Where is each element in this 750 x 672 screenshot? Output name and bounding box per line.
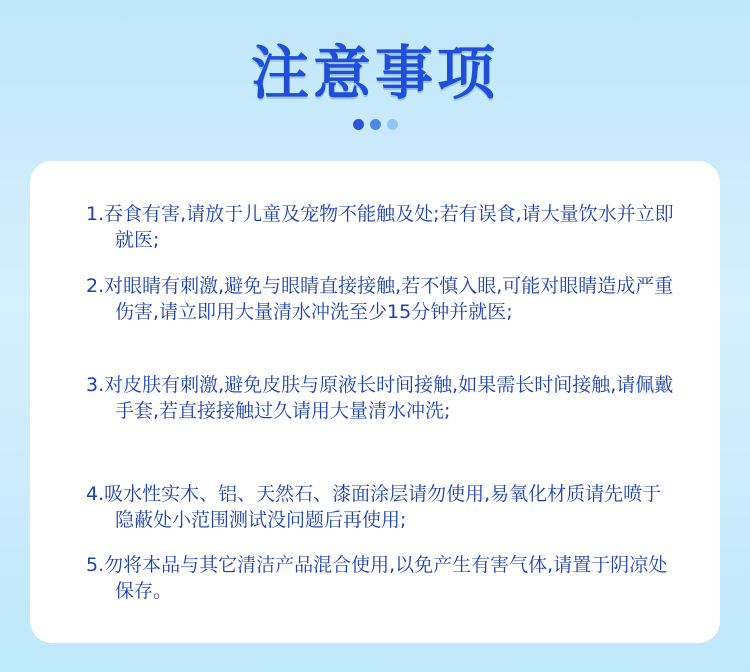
item-number: 4. <box>86 483 105 505</box>
notice-item-2 <box>86 273 675 325</box>
item-number: 5. <box>86 554 105 576</box>
item-number: 1. <box>86 203 105 225</box>
notice-item-1 <box>86 201 675 253</box>
item-number: 2. <box>86 275 105 297</box>
carousel-dots <box>0 119 750 130</box>
item-text: 对眼睛有刺激,避免与眼睛直接接触,若不慎入眼,可能对眼睛造成严重伤害,请立即用大量清水冲洗至少15分钟并就医; <box>104 275 674 323</box>
dot-3 <box>387 119 398 130</box>
item-text: 吞食有害,请放于儿童及宠物不能触及处;若有误食,请大量饮水并立即就医; <box>104 203 674 251</box>
notice-item-5 <box>86 552 675 604</box>
item-text: 对皮肤有刺激,避免皮肤与原液长时间接触,如果需长时间接触,请佩戴手套,若直接接触过久请用大量清水冲洗; <box>104 374 674 422</box>
notice-item-3 <box>86 372 675 424</box>
dot-1 <box>353 119 364 130</box>
dot-2 <box>370 119 381 130</box>
page-title: 注意事项 <box>250 39 499 107</box>
item-text: 吸水性实木、铝、天然石、漆面涂层请勿使用,易氧化材质请先喷于隐蔽处小范围测试没问题后再使用; <box>104 483 662 531</box>
notice-item-4 <box>86 481 675 533</box>
item-text: 勿将本品与其它清洁产品混合使用,以免产生有害气体,请置于阴凉处保存。 <box>104 554 668 602</box>
item-number: 3. <box>86 374 105 396</box>
